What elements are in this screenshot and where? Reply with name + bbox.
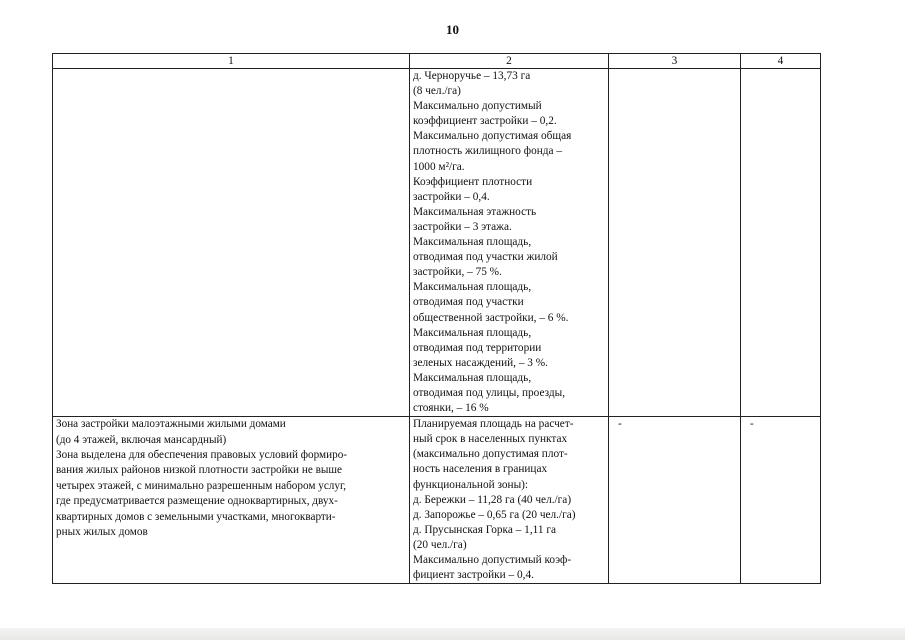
table-row [53, 417, 821, 584]
text-line: фициент застройки – 0,4. [413, 569, 534, 582]
text-line: функциональной зоны): [413, 478, 529, 491]
text-line: (20 чел./га) [413, 538, 467, 551]
page-number: 10 [446, 22, 459, 37]
text-line: Максимально допустимая общая [413, 130, 572, 143]
text-line: ный срок в населенных пунктах [413, 433, 568, 446]
text-line: застройки, – 75 %. [413, 266, 502, 279]
row1-zone-cell [53, 69, 410, 417]
text-line: рных жилых домов [56, 526, 148, 538]
text-line: 1000 м²/га. [413, 160, 465, 173]
header-col-4: 4 [741, 54, 821, 69]
row2-zone-cell [53, 417, 410, 584]
text-line: отводимая под улицы, проезды, [413, 386, 566, 399]
text-line: где предусматривается размещение одноквартирных, двух- [56, 495, 338, 508]
zone-title: Зона застройки малоэтажными жилыми домами [56, 418, 286, 431]
text-line: коэффициент застройки – 0,2. [413, 115, 557, 128]
header-col-2: 2 [410, 54, 609, 69]
text-line: д. Бережки – 11,28 га (40 чел./га) [413, 493, 572, 506]
table-row [53, 69, 821, 417]
text-line: плотность жилищного фонда – [413, 145, 563, 158]
header-col-1: 1 [53, 54, 410, 69]
text-line: квартирных домов с земельными участками, многокварти- [56, 510, 336, 523]
zone-subtitle: (до 4 этажей, включая мансардный) [56, 433, 227, 446]
text-line: Максимально допустимый [413, 100, 542, 113]
row2-col4-cell [741, 417, 821, 584]
text-line: Коэффициент плотности [413, 175, 533, 188]
text-line: Максимальная площадь, [413, 371, 532, 384]
text-line: д. Черноручье – 13,73 га [413, 70, 531, 82]
text-line: Максимально допустимый коэф- [413, 554, 572, 566]
text-line: Максимальная площадь, [413, 236, 532, 249]
text-line: д. Запорожье – 0,65 га (20 чел./га) [413, 508, 576, 521]
text-line: застройки – 0,4. [413, 190, 490, 203]
text-line: вания жилых районов низкой плотности застройки не выше [56, 464, 342, 477]
text-line: отводимая под территории [413, 341, 542, 354]
text-line: отводимая под участки [413, 296, 524, 309]
dash-mark: - [750, 418, 754, 431]
scan-edge [0, 628, 905, 640]
header-col-3: 3 [609, 54, 741, 69]
text-line: (8 чел./га) [413, 85, 461, 98]
regulations-table [52, 53, 821, 584]
text-line: Максимальная площадь, [413, 326, 532, 339]
dash-mark: - [618, 418, 622, 431]
text-line: д. Прусынская Горка – 1,11 га [413, 523, 557, 536]
text-line: ность населения в границах [413, 463, 548, 476]
text-line: Максимальная этажность [413, 205, 537, 218]
row1-col3-cell [609, 69, 741, 417]
row1-col4-cell [741, 69, 821, 417]
text-line: Планируемая площадь на расчет- [413, 418, 574, 431]
text-line: Зона выделена для обеспечения правовых условий формиро- [56, 448, 348, 461]
text-line: стоянки, – 16 % [413, 402, 489, 415]
text-line: (максимально допустимая плот- [413, 448, 568, 461]
text-line: четырех этажей, с минимально разрешенным набором услуг, [56, 479, 347, 492]
row2-col3-cell [609, 417, 741, 584]
text-line: отводимая под участки жилой [413, 251, 558, 264]
text-line: застройки – 3 этажа. [413, 220, 512, 233]
row2-parameters-cell [410, 417, 609, 584]
text-line: зеленых насаждений, – 3 %. [413, 356, 548, 369]
text-line: общественной застройки, – 6 %. [413, 311, 569, 324]
row1-parameters-cell [410, 69, 609, 417]
header-row [53, 54, 821, 69]
text-line: Максимальная площадь, [413, 281, 532, 294]
